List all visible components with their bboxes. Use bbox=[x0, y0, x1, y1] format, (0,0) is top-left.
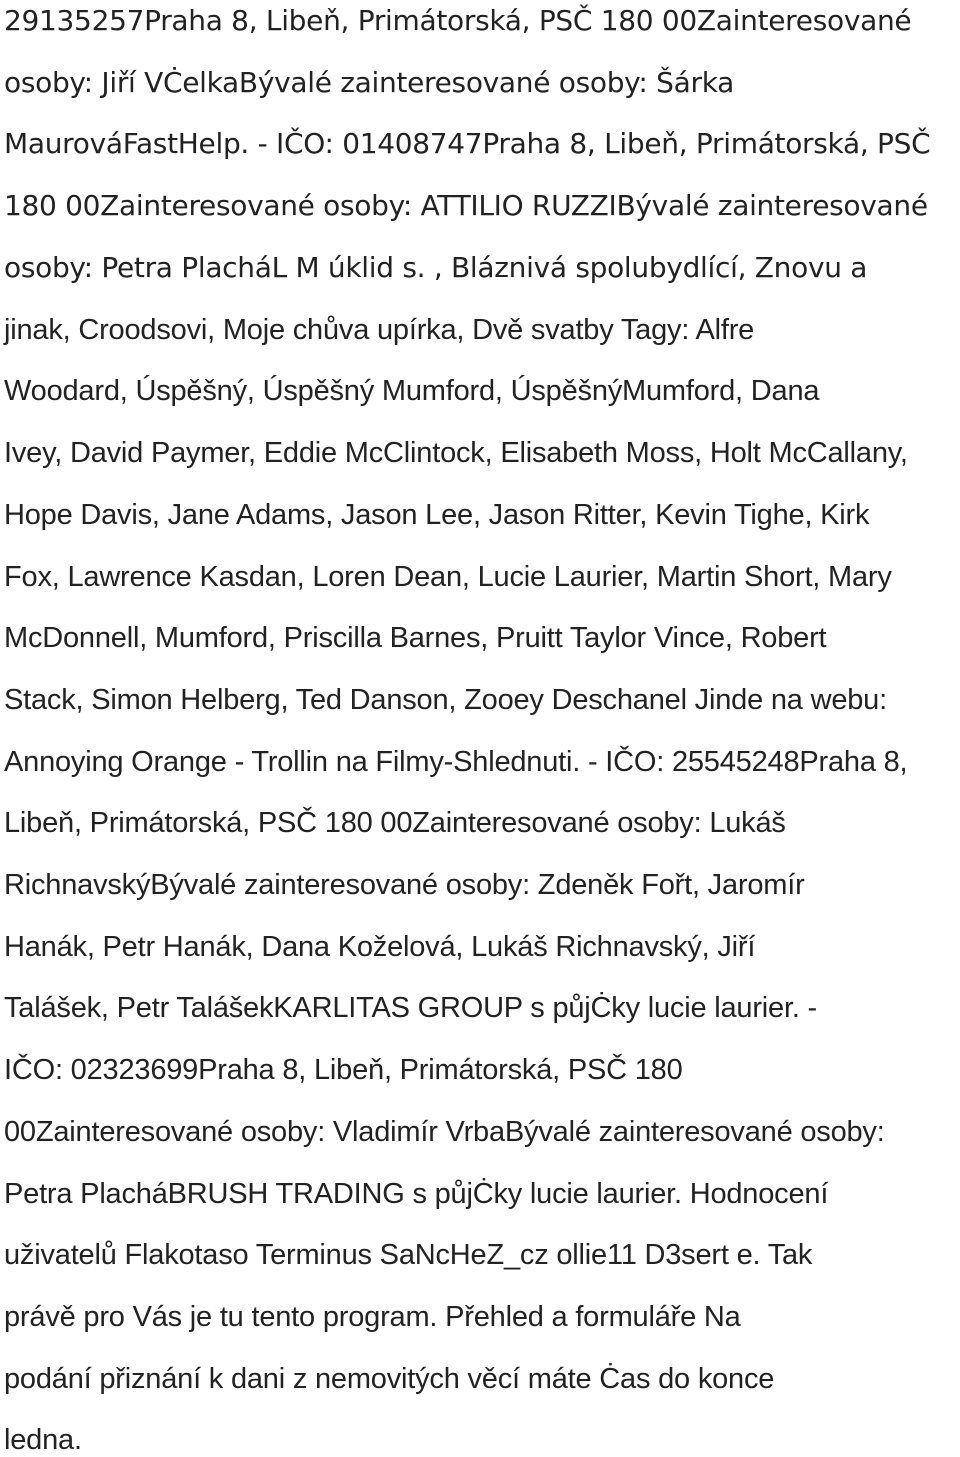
text-line: ledna. bbox=[4, 1424, 82, 1456]
text-line: Hanák, Petr Hanák, Dana Koželová, Lukáš Richnavský, Jiří bbox=[4, 931, 756, 963]
text-line: právě pro Vás je tu tento program. Přehled a formuláře Na bbox=[4, 1301, 741, 1333]
text-line: podání přiznání k dani z nemovitých věcí máte Ċas do konce bbox=[4, 1363, 775, 1395]
text-line: 180 00Zainteresované osoby: ATTILIO RUZZIBývalé zainteresované bbox=[4, 189, 928, 222]
text-line: jinak, Croodsovi, Moje chůva upírka, Dvě svatby Tagy: Alfre bbox=[4, 314, 755, 346]
text-line: Annoying Orange - Trollin na Filmy-Shlednuti. - IČO: 25545248Praha 8, bbox=[4, 746, 908, 778]
text-line: Woodard, Úspěšný, Úspěšný Mumford, ÚspěšnýMumford, Dana bbox=[4, 375, 820, 407]
text-line: 29135257Praha 8, Libeň, Primátorská, PSČ 180 00Zainteresované bbox=[4, 4, 912, 37]
text-line: McDonnell, Mumford, Priscilla Barnes, Pruitt Taylor Vince, Robert bbox=[4, 622, 827, 654]
text-line: 00Zainteresované osoby: Vladimír VrbaBývalé zainteresované osoby: bbox=[4, 1116, 885, 1148]
text-line: Hope Davis, Jane Adams, Jason Lee, Jason Ritter, Kevin Tighe, Kirk bbox=[4, 499, 870, 531]
text-line: Talášek, Petr TalášekKARLITAS GROUP s půjĊky lucie laurier. - bbox=[4, 992, 817, 1024]
text-line: Petra PlacháBRUSH TRADING s půjĊky lucie laurier. Hodnocení bbox=[4, 1178, 829, 1210]
text-line: Stack, Simon Helberg, Ted Danson, Zooey Deschanel Jinde na webu: bbox=[4, 684, 887, 716]
text-line: osoby: Petra PlacháL M úklid s. , Bláznivá spolubydlící, Znovu a bbox=[4, 251, 868, 284]
text-line: Libeň, Primátorská, PSČ 180 00Zainteresované osoby: Lukáš bbox=[4, 807, 786, 839]
text-line: MaurováFastHelp. - IČO: 01408747Praha 8, Libeň, Primátorská, PSČ bbox=[4, 127, 931, 160]
text-line: uživatelů Flakotaso Terminus SaNcHeZ_cz ollie11 D3sert e. Tak bbox=[4, 1239, 813, 1271]
text-line: osoby: Jiří VĊelkaBývalé zainteresované osoby: Šárka bbox=[4, 66, 734, 99]
text-line: RichnavskýBývalé zainteresované osoby: Zdeněk Fořt, Jaromír bbox=[4, 869, 805, 901]
text-line: Fox, Lawrence Kasdan, Loren Dean, Lucie Laurier, Martin Short, Mary bbox=[4, 561, 892, 593]
text-line: Ivey, David Paymer, Eddie McClintock, Elisabeth Moss, Holt McCallany, bbox=[4, 437, 908, 469]
text-line: IČO: 02323699Praha 8, Libeň, Primátorská, PSČ 180 bbox=[4, 1054, 683, 1086]
